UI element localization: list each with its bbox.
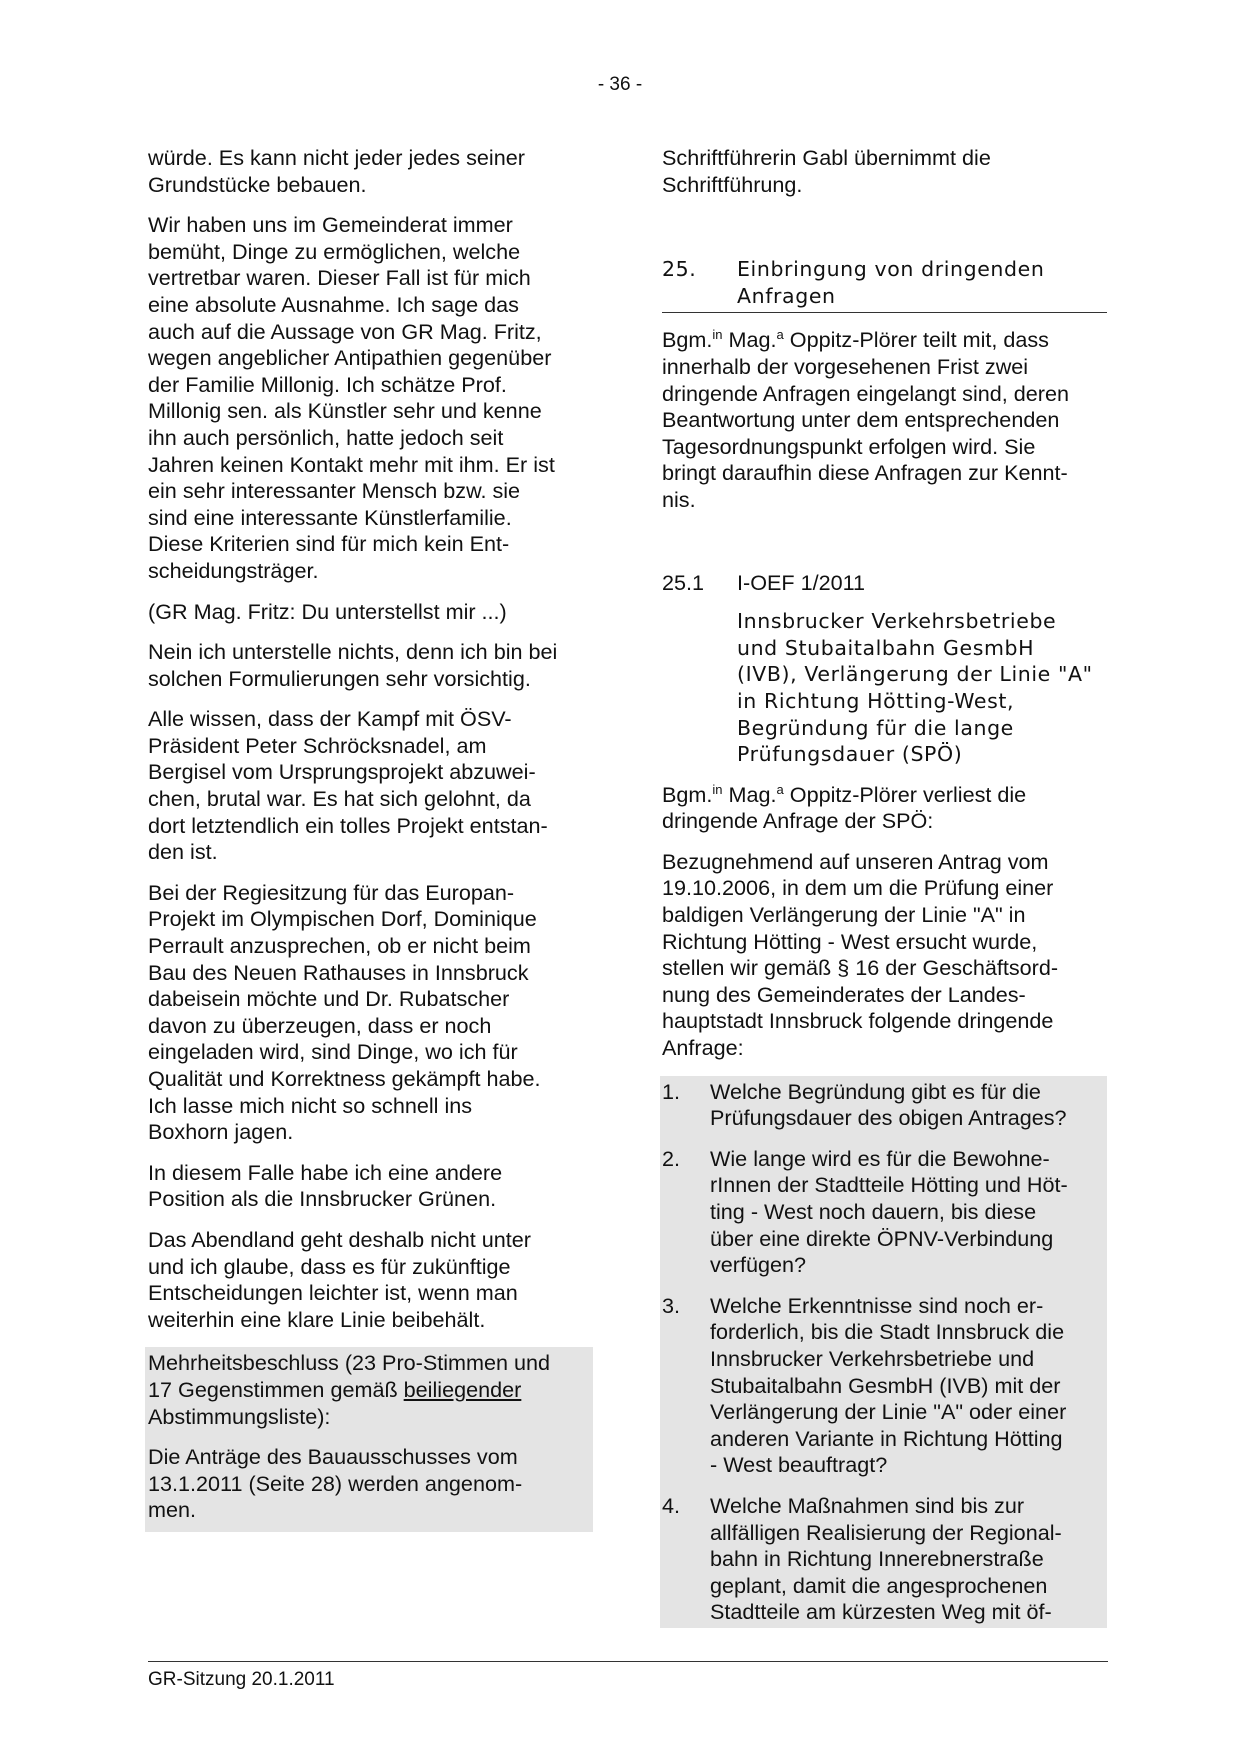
text-line: vertretbar waren. Dieser Fall ist für mich [148, 265, 531, 291]
question-line: allfälligen Realisierung der Regional- [710, 1519, 1062, 1545]
left-paragraph [148, 880, 593, 1146]
question-item [662, 1493, 1107, 1626]
request-paragraph [662, 849, 1107, 1062]
question-line: Welche Maßnahmen sind bis zur [710, 1492, 1025, 1518]
text-line: Präsident Peter Schröcksnadel, am [148, 732, 487, 758]
text-line: sind eine interessante Künstlerfamilie. [148, 504, 512, 530]
title-bgm: Bgm. [662, 781, 713, 807]
text-line: Grundstücke bebauen. [148, 171, 367, 197]
question-list [660, 1076, 1107, 1628]
agenda-title [737, 256, 1044, 309]
announcement-line: dringende Anfragen eingelangt sind, deren [662, 380, 1070, 406]
question-line: - West beauftragt? [710, 1452, 888, 1478]
text-line: Bei der Regiesitzung für das Europan- [148, 879, 515, 905]
sup-in: in [712, 327, 723, 343]
reading-paragraph [662, 782, 1107, 835]
question-item [662, 1146, 1107, 1279]
question-line: Wie lange wird es für die Bewohne- [710, 1145, 1050, 1171]
text-line: Millonig sen. als Künstler sehr und kenne [148, 398, 542, 424]
question-line: forderlich, bis die Stadt Innsbruck die [710, 1319, 1065, 1345]
request-line: Richtung Hötting - West ersucht wurde, [662, 928, 1038, 954]
request-line: nung des Gemeinderates der Landes- [662, 981, 1026, 1007]
sub-item-header [662, 570, 1107, 597]
announcement-rest: Oppitz-Plörer teilt mit, dass [783, 327, 1049, 353]
text-line: solchen Formulierungen sehr vorsichtig. [148, 665, 531, 691]
request-line: hauptstadt Innsbruck folgende dringende [662, 1008, 1054, 1034]
sup-in: in [712, 781, 723, 797]
text-line: eingeladen wird, sind Dinge, wo ich für [148, 1039, 518, 1065]
text-line: und ich glaube, dass es für zukünftige [148, 1253, 511, 1279]
question-item [662, 1079, 1107, 1132]
text-line: chen, brutal war. Es hat sich gelohnt, da [148, 786, 531, 812]
sub-title-line: Prüfungsdauer (SPÖ) [737, 742, 963, 767]
text-line: dabeisein möchte und Dr. Rubatscher [148, 986, 510, 1012]
sub-title-line: in Richtung Hötting-West, [737, 688, 1015, 713]
left-paragraph [148, 599, 593, 626]
text-line: eine absolute Ausnahme. Ich sage das [148, 291, 519, 317]
sub-title-line: Innsbrucker Verkehrsbetriebe [737, 609, 1057, 634]
text-line: den ist. [148, 839, 218, 865]
title-mag: Mag. [722, 327, 777, 353]
question-number: 2. [662, 1145, 681, 1171]
text-line: Entscheidungen leichter ist, wenn man [148, 1280, 518, 1306]
intro-line: Schriftführung. [662, 171, 803, 197]
agenda-heading [662, 256, 1107, 313]
agenda-title-line: Anfragen [737, 283, 836, 308]
reading-rest: Oppitz-Plörer verliest die [783, 781, 1027, 807]
text-line: Diese Kriterien sind für mich kein Ent- [148, 531, 510, 557]
left-paragraph [148, 639, 593, 692]
sub-item-code: I-OEF 1/2011 [737, 569, 866, 595]
sub-item-number: 25.1 [662, 569, 705, 595]
question-line: geplant, damit die angesprochenen [710, 1572, 1048, 1598]
request-line: Anfrage: [662, 1035, 744, 1061]
announcement-lines [662, 354, 1069, 512]
sub-title-line: und Stubaitalbahn GesmbH [737, 635, 1035, 660]
text-line: Perrault anzusprechen, ob er nicht beim [148, 933, 531, 959]
reading-line-2: dringende Anfrage der SPÖ: [662, 808, 934, 834]
question-text [710, 1293, 1107, 1479]
question-text [710, 1146, 1107, 1279]
question-line: bahn in Richtung Innerebnerstraße [710, 1546, 1044, 1572]
question-line: Welche Erkenntnisse sind noch er- [710, 1292, 1044, 1318]
question-text [710, 1493, 1107, 1626]
question-line: verfügen? [710, 1252, 807, 1278]
resolution-text-line: 13.1.2011 (Seite 28) werden angenom- [148, 1470, 523, 1496]
resolution-line-1: Mehrheitsbeschluss (23 Pro-Stimmen und [148, 1350, 551, 1376]
title-bgm: Bgm. [662, 327, 713, 353]
question-line: Prüfungsdauer des obigen Antrages? [710, 1105, 1067, 1131]
text-line: auch auf die Aussage von GR Mag. Fritz, [148, 318, 542, 344]
announcement-line: innerhalb der vorgesehenen Frist zwei [662, 353, 1029, 379]
question-line: rInnen der Stadtteile Hötting und Höt- [710, 1172, 1068, 1198]
resolution-line-3: Abstimmungsliste): [148, 1403, 331, 1429]
question-item [662, 1293, 1107, 1479]
intro-paragraph [662, 145, 1107, 198]
question-line: Stadtteile am kürzesten Weg mit öf- [710, 1599, 1052, 1625]
left-paragraph [148, 212, 593, 584]
text-line: davon zu überzeugen, dass er noch [148, 1012, 492, 1038]
resolution-heading [148, 1350, 590, 1430]
intro-line: Schriftführerin Gabl übernimmt die [662, 145, 991, 170]
page-number: - 36 - [597, 74, 643, 95]
text-line: ihn auch persönlich, hatte jedoch seit [148, 424, 504, 450]
left-paragraph [148, 1227, 593, 1333]
question-line: Innsbrucker Verkehrsbetriebe und [710, 1345, 1035, 1371]
text-line: dort letztendlich ein tolles Projekt entstan- [148, 812, 548, 838]
announcement-line: bringt daraufhin diese Anfragen zur Kennt- [662, 460, 1068, 486]
question-line: ting - West noch dauern, bis diese [710, 1199, 1037, 1224]
text-line: Nein ich unterstelle nichts, denn ich bin bei [148, 639, 558, 665]
text-line: würde. Es kann nicht jeder jedes seiner [148, 145, 525, 170]
text-line: scheidungsträger. [148, 557, 319, 583]
left-column [148, 145, 593, 1532]
right-column [662, 145, 1107, 1628]
text-line: der Familie Millonig. Ich schätze Prof. [148, 371, 507, 397]
agenda-number: 25. [662, 257, 697, 282]
resolution-line-2-pre: 17 Gegenstimmen gemäß [148, 1376, 404, 1402]
text-line: Position als die Innsbrucker Grünen. [148, 1186, 497, 1212]
title-mag: Mag. [722, 781, 777, 807]
text-line: ein sehr interessanter Mensch bzw. sie [148, 478, 521, 504]
text-line: (GR Mag. Fritz: Du unterstellst mir ...) [148, 598, 507, 624]
left-paragraphs [148, 145, 593, 1333]
text-line: Jahren keinen Kontakt mehr mit ihm. Er ist [148, 451, 555, 477]
text-line: bemüht, Dinge zu ermöglichen, welche [148, 238, 521, 264]
footer-divider [148, 1661, 1108, 1662]
text-line: Alle wissen, dass der Kampf mit ÖSV- [148, 706, 512, 732]
request-line: 19.10.2006, in dem um die Prüfung einer [662, 875, 1054, 901]
announcement-line: Beantwortung unter dem entsprechenden [662, 407, 1060, 433]
question-line: Verlängerung der Linie "A" oder einer [710, 1399, 1067, 1425]
sub-item-title [737, 608, 1107, 768]
announcement-line: nis. [662, 486, 696, 512]
text-line: Qualität und Korrektness gekämpft habe. [148, 1066, 541, 1091]
question-number: 1. [662, 1078, 681, 1104]
sub-title-line: (IVB), Verlängerung der Linie "A" [737, 662, 1093, 687]
resolution-block [145, 1347, 593, 1532]
resolution-text-line: men. [148, 1497, 197, 1523]
text-line: Bergisel vom Ursprungsprojekt abzuwei- [148, 759, 536, 785]
text-line: Bau des Neuen Rathauses in Innsbruck [148, 959, 529, 985]
left-paragraph [148, 145, 593, 198]
text-line: Das Abendland geht deshalb nicht unter [148, 1226, 531, 1252]
sup-a: a [776, 327, 784, 343]
question-text [710, 1079, 1107, 1132]
attachment-link[interactable]: beiliegender [403, 1376, 522, 1402]
question-line: über eine direkte ÖPNV-Verbindung [710, 1225, 1054, 1251]
text-line: In diesem Falle habe ich eine andere [148, 1159, 503, 1185]
question-line: Stubaitalbahn GesmbH (IVB) mit der [710, 1372, 1061, 1398]
text-line: Boxhorn jagen. [148, 1119, 294, 1145]
left-paragraph [148, 706, 593, 866]
request-line: baldigen Verlängerung der Linie "A" in [662, 902, 1026, 928]
text-line: Wir haben uns im Gemeinderat immer [148, 212, 513, 238]
resolution-text-line: Die Anträge des Bauausschusses vom [148, 1444, 518, 1470]
request-line: stellen wir gemäß § 16 der Geschäftsord- [662, 955, 1059, 981]
text-line: Ich lasse mich nicht so schnell ins [148, 1092, 473, 1118]
sub-title-line: Begründung für die lange [737, 715, 1014, 740]
text-line: Projekt im Olympischen Dorf, Dominique [148, 906, 537, 932]
request-line: Bezugnehmend auf unseren Antrag vom [662, 848, 1049, 874]
question-line: Welche Begründung gibt es für die [710, 1078, 1041, 1104]
resolution-text [148, 1444, 590, 1524]
text-line: wegen angeblicher Antipathien gegenüber [148, 345, 552, 371]
agenda-title-line: Einbringung von dringenden [737, 257, 1045, 282]
footer-text: GR-Sitzung 20.1.2011 [148, 1669, 335, 1690]
question-line: anderen Variante in Richtung Hötting [710, 1425, 1063, 1451]
sup-a: a [776, 781, 784, 797]
question-number: 3. [662, 1292, 681, 1318]
text-line: weiterhin eine klare Linie beibehält. [148, 1306, 486, 1332]
question-number: 4. [662, 1492, 681, 1518]
left-paragraph [148, 1160, 593, 1213]
announcement-paragraph [662, 327, 1107, 513]
announcement-line: Tagesordnungspunkt erfolgen wird. Sie [662, 433, 1036, 459]
